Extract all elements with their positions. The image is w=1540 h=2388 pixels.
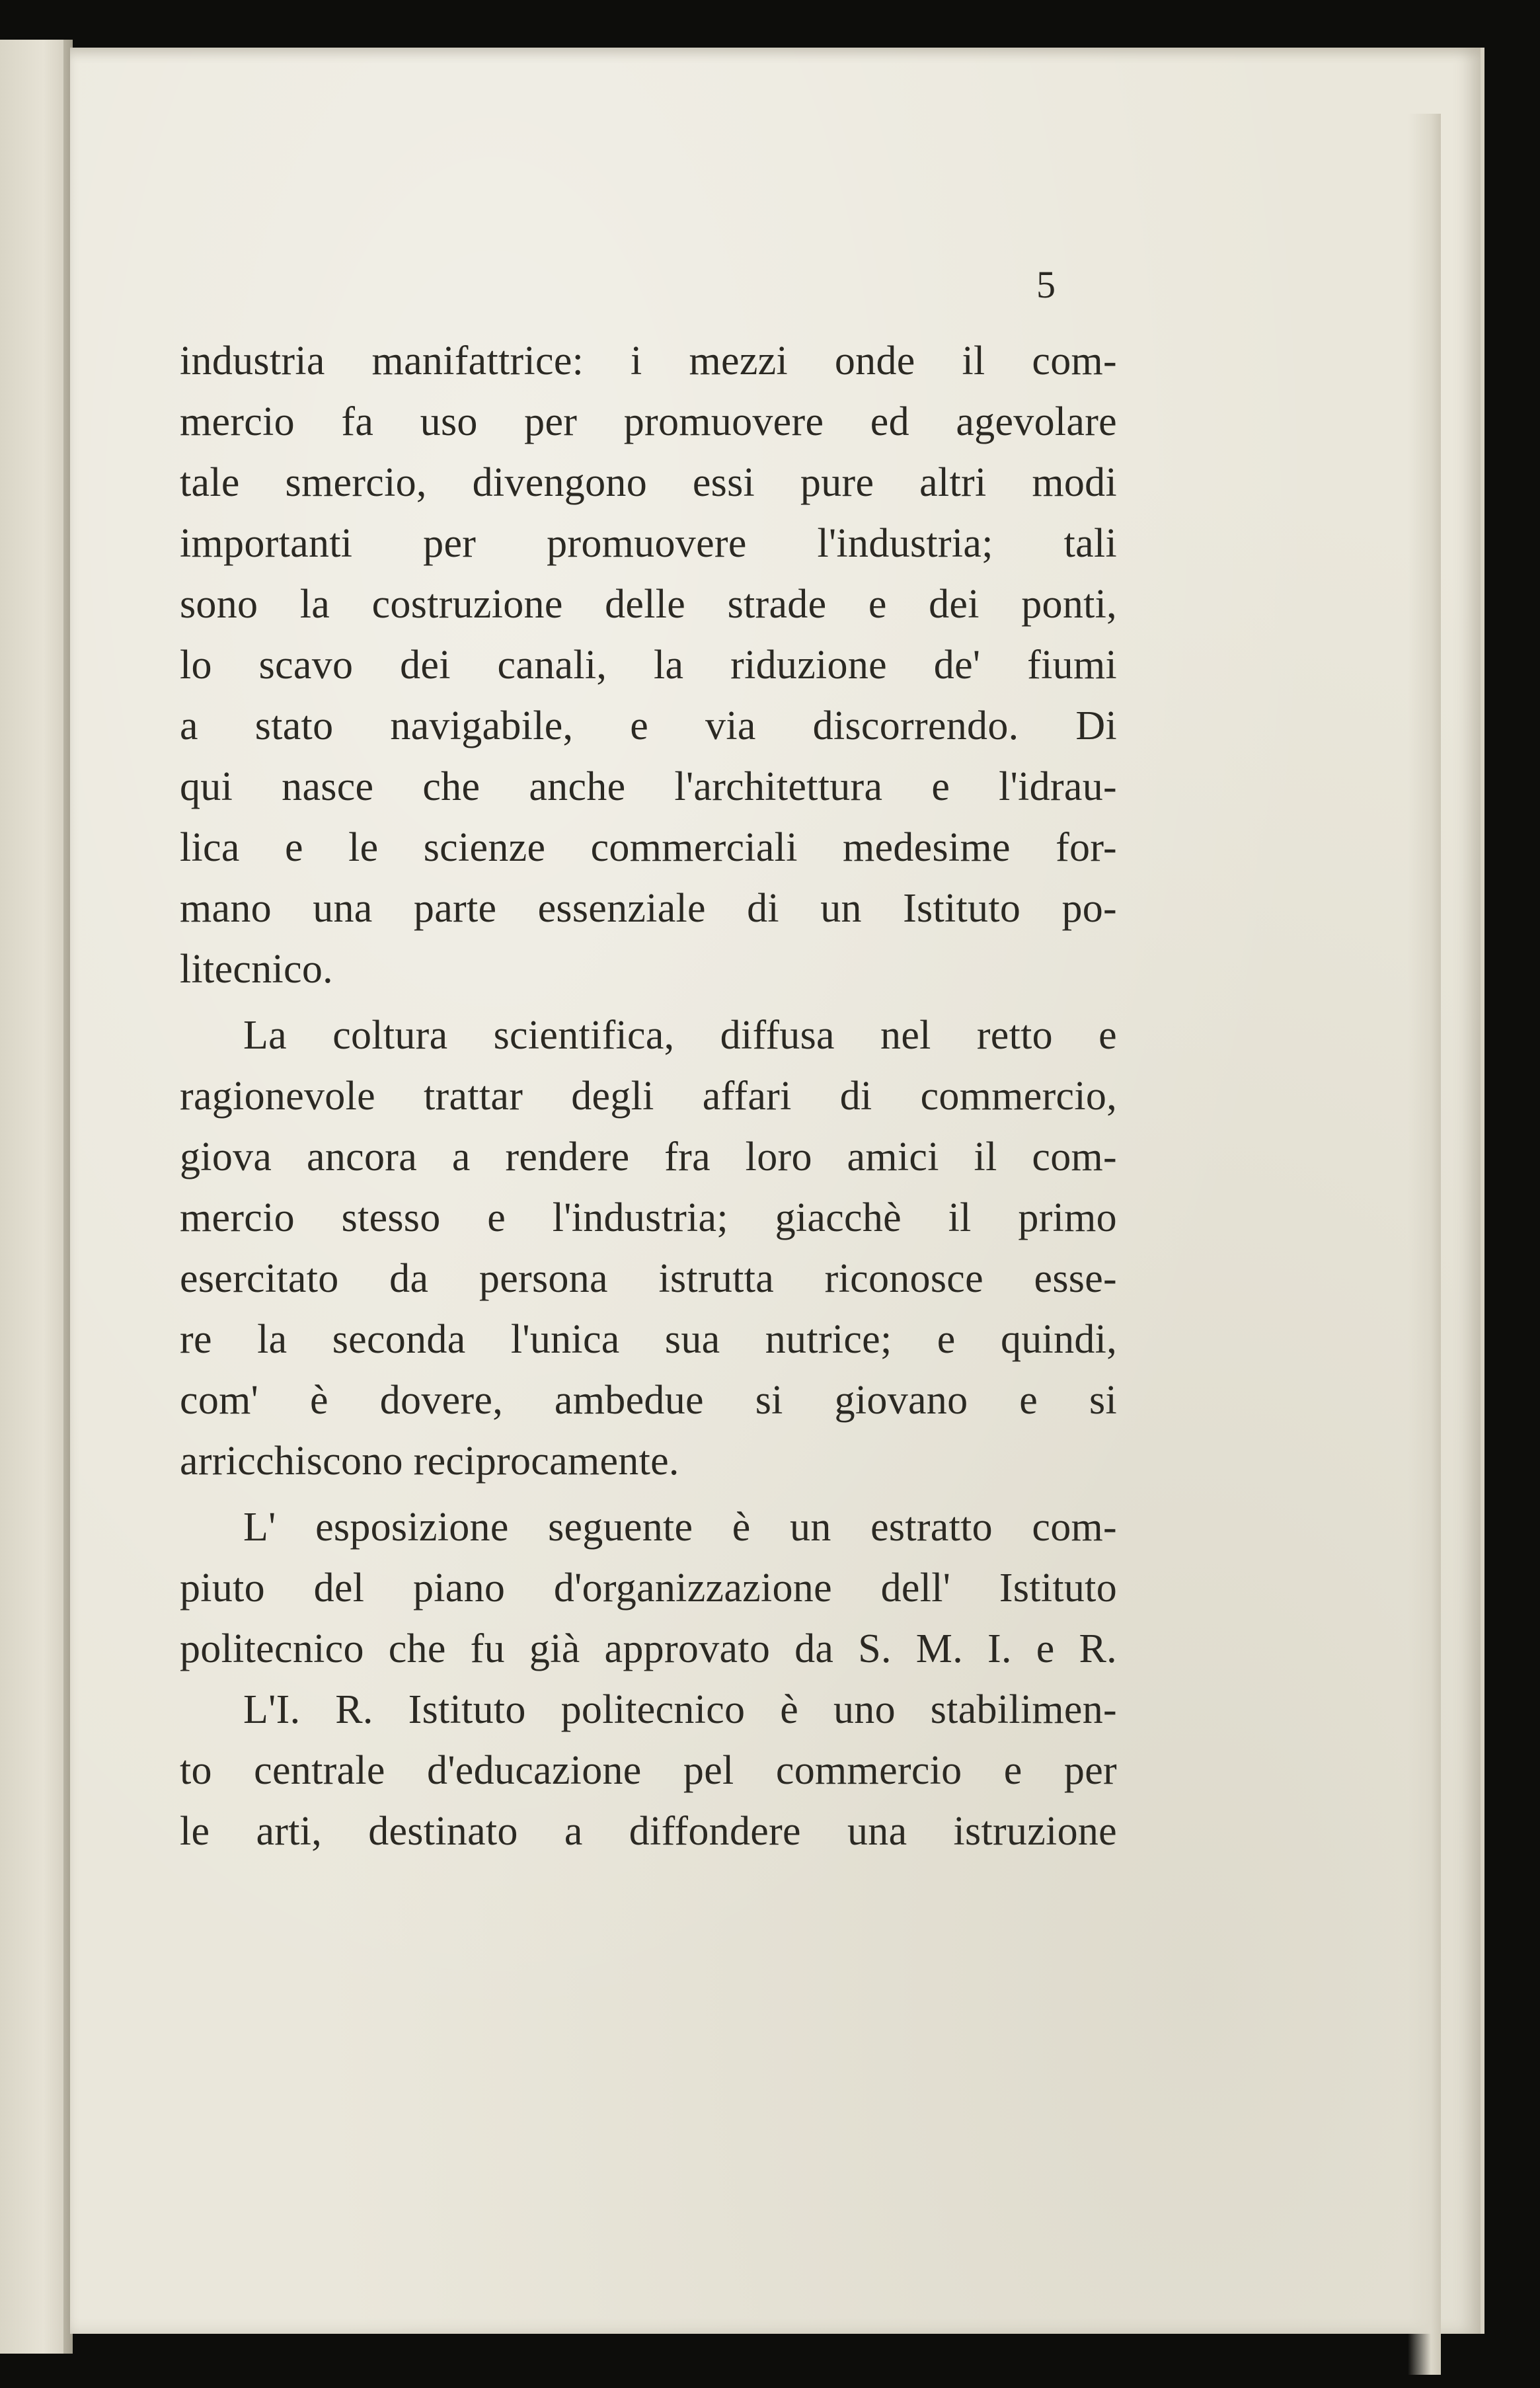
text-line: to centrale d'educazione pel commercio e per [180, 1748, 1117, 1793]
text-line: qui nasce che anche l'architettura e l'idrau- [180, 764, 1117, 809]
text-line: politecnico che fu già approvato da S. M. I. e R. [180, 1626, 1117, 1671]
text-line: tale smercio, divengono essi pure altri modi [180, 460, 1117, 505]
text-line: mano una parte essenziale di un Istituto po- [180, 886, 1117, 931]
text-line: lo scavo dei canali, la riduzione de' fiumi [180, 643, 1117, 688]
text-line: piuto del piano d'organizzazione dell' Istituto [180, 1566, 1117, 1611]
text-line: mercio fa uso per promuovere ed agevolare [180, 399, 1117, 444]
text-line: com' è dovere, ambedue si giovano e si [180, 1378, 1117, 1423]
text-line: ragionevole trattar degli affari di commercio, [180, 1074, 1117, 1119]
text-line: sono la costruzione delle strade e dei ponti, [180, 582, 1117, 627]
text-line: La coltura scientifica, diffusa nel retto e [243, 1013, 1117, 1058]
page-number: 5 [1036, 263, 1056, 306]
facing-page-edge [0, 40, 73, 2354]
text-line: a stato navigabile, e via discorrendo. Di [180, 703, 1117, 748]
text-line: esercitato da persona istrutta riconosce esse- [180, 1256, 1117, 1301]
text-line: importanti per promuovere l'industria; tali [180, 521, 1117, 566]
body-text [180, 331, 1117, 1862]
text-line: L'I. R. Istituto politecnico è uno stabilimen- [243, 1687, 1117, 1732]
deckle-edge [1408, 114, 1441, 2375]
text-line: mercio stesso e l'industria; giacchè il primo [180, 1195, 1117, 1240]
text-line: arricchiscono reciprocamente. [180, 1439, 679, 1484]
text-line: L' esposizione seguente è un estratto com- [243, 1505, 1117, 1550]
text-line: lica e le scienze commerciali medesime for- [180, 825, 1117, 870]
text-line: giova ancora a rendere fra loro amici il com- [180, 1134, 1117, 1179]
text-line: le arti, destinato a diffondere una istruzione [180, 1809, 1117, 1854]
text-line: industria manifattrice: i mezzi onde il com- [180, 338, 1117, 383]
text-line: re la seconda l'unica sua nutrice; e quindi, [180, 1317, 1117, 1362]
text-line: litecnico. [180, 947, 333, 992]
